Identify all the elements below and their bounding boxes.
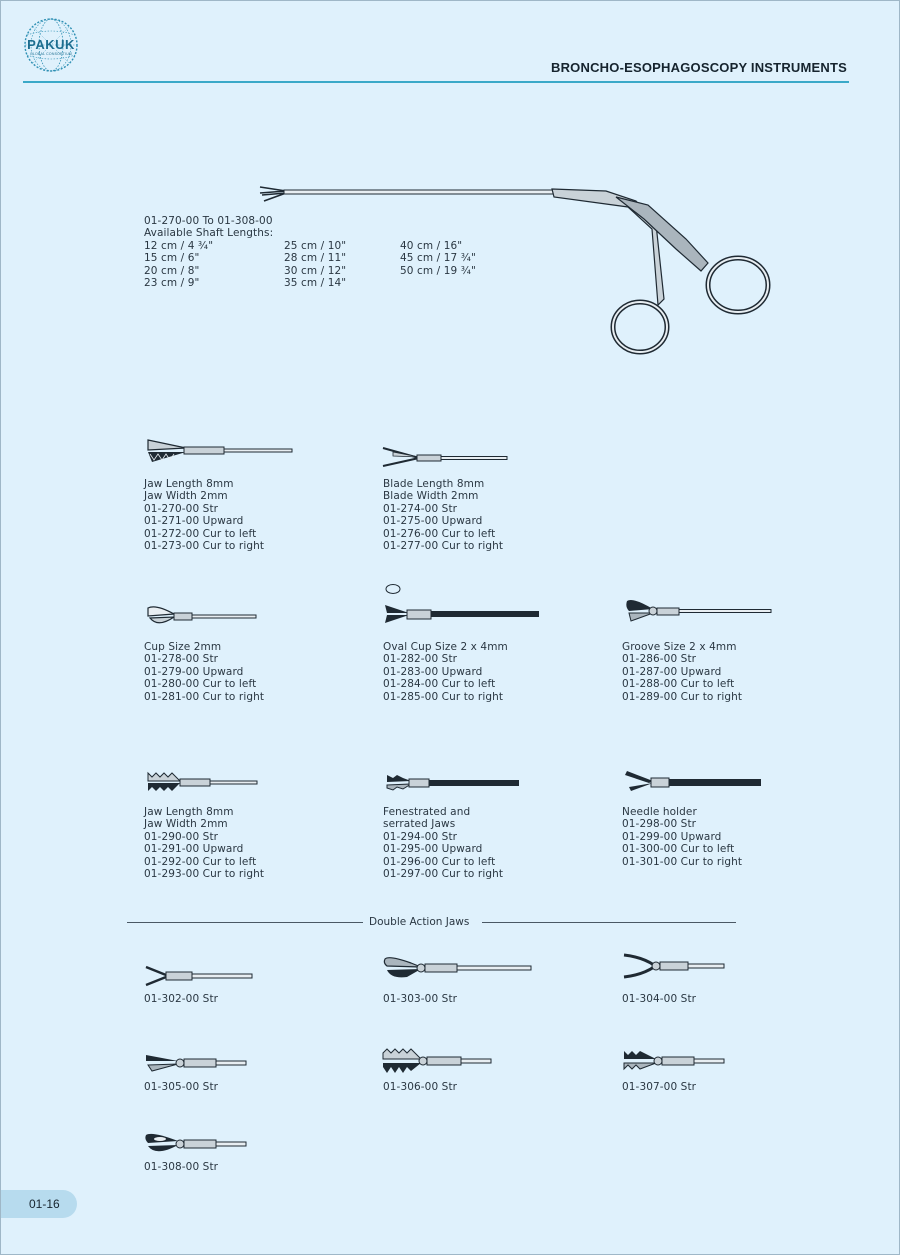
product-spec-block	[622, 641, 742, 703]
double-action-scissors-illustration	[144, 963, 254, 989]
spec-line: 01-284-00 Cur to left	[383, 678, 496, 691]
spec-line: 01-289-00 Cur to right	[622, 690, 743, 703]
shaft-lengths-col-2	[284, 240, 346, 290]
spec-line: 01-299-00 Upward	[622, 830, 722, 843]
shaft-length: 15 cm / 6"	[144, 252, 200, 265]
brand-logo	[23, 17, 79, 73]
shaft-lengths-col-3	[400, 240, 476, 277]
spec-line: 01-300-00 Cur to left	[622, 843, 735, 856]
product-spec-block	[383, 641, 508, 703]
spec-line: Cup Size 2mm	[144, 641, 222, 653]
product-spec-block	[383, 806, 503, 880]
spec-line: serrated Jaws	[383, 818, 456, 831]
product-code: 01-303-00 Str	[383, 993, 458, 1005]
double-action-toothed-forceps-illustration	[381, 1047, 493, 1077]
spec-line: Groove Size 2 x 4mm	[622, 641, 737, 653]
oval-outline-icon	[384, 583, 402, 595]
spec-line: 01-278-00 Str	[144, 653, 219, 666]
spec-line: 01-291-00 Upward	[144, 843, 244, 856]
fenestrated-jaw-forceps-tip-illustration	[383, 771, 521, 795]
spec-line: 01-277-00 Cur to right	[383, 539, 504, 552]
spec-line: 01-290-00 Str	[144, 830, 219, 843]
spec-line: 01-293-00 Cur to right	[144, 867, 265, 880]
page-title: BRONCHO-ESOPHAGOSCOPY INSTRUMENTS	[551, 60, 847, 75]
section-divider-right	[482, 922, 736, 923]
spec-line: 01-292-00 Cur to left	[144, 855, 257, 868]
product-code: 01-305-00 Str	[144, 1081, 219, 1093]
brand-name: PAKUK	[27, 37, 75, 52]
serrated-jaw-forceps-tip-illustration	[144, 769, 259, 795]
brand-tagline: GLOBAL CONSORTIUM	[29, 52, 73, 56]
product-code: 01-304-00 Str	[622, 993, 697, 1005]
spec-line: Jaw Length 8mm	[144, 806, 234, 818]
spec-line: 01-297-00 Cur to right	[383, 867, 504, 880]
product-code: 01-307-00 Str	[622, 1081, 697, 1093]
shaft-length: 45 cm / 17 ¾"	[400, 252, 476, 265]
shaft-lengths-title: Available Shaft Lengths:	[144, 227, 274, 239]
shaft-length: 28 cm / 11"	[284, 252, 347, 265]
cup-forceps-tip-illustration	[144, 604, 259, 628]
spec-line: 01-282-00 Str	[383, 653, 458, 666]
header-divider	[23, 81, 849, 83]
spec-line: 01-301-00 Cur to right	[622, 855, 743, 868]
main-range: 01-270-00 To 01-308-00	[144, 215, 273, 227]
product-code: 01-308-00 Str	[144, 1161, 219, 1173]
spec-line: 01-280-00 Cur to left	[144, 678, 257, 691]
double-action-alligator-forceps-illustration	[144, 1051, 248, 1075]
spec-line: Jaw Length 8mm	[144, 478, 234, 490]
spec-line: Oval Cup Size 2 x 4mm	[383, 641, 508, 653]
double-action-cup-forceps-illustration	[381, 953, 533, 983]
shaft-length: 25 cm / 10"	[284, 240, 347, 252]
spec-line: 01-296-00 Cur to left	[383, 855, 496, 868]
spec-line: 01-272-00 Cur to left	[144, 527, 257, 540]
product-code: 01-306-00 Str	[383, 1081, 458, 1093]
product-spec-block	[144, 641, 264, 703]
shaft-length: 40 cm / 16"	[400, 240, 463, 252]
spec-line: Jaw Width 2mm	[144, 818, 228, 831]
scissors-tip-illustration	[379, 444, 509, 470]
jaw-forceps-tip-illustration	[144, 436, 294, 466]
product-spec-block	[144, 478, 264, 552]
spec-line: 01-279-00 Upward	[144, 665, 244, 678]
shaft-length: 50 cm / 19 ¾"	[400, 264, 476, 277]
spec-line: 01-288-00 Cur to left	[622, 678, 735, 691]
spec-line: 01-298-00 Str	[622, 818, 697, 831]
spec-line: Needle holder	[622, 806, 697, 818]
needle-holder-tip-illustration	[623, 769, 763, 797]
spec-line: 01-273-00 Cur to right	[144, 539, 265, 552]
double-action-grasping-forceps-illustration	[622, 951, 726, 981]
spec-line: Fenestrated and	[383, 806, 471, 818]
product-spec-block	[622, 806, 742, 868]
spec-line: 01-274-00 Str	[383, 502, 458, 515]
spec-line: 01-286-00 Str	[622, 653, 697, 666]
spec-line: 01-275-00 Upward	[383, 515, 483, 528]
spec-line: Blade Width 2mm	[383, 490, 479, 503]
spec-line: 01-281-00 Cur to right	[144, 690, 265, 703]
spec-line: 01-270-00 Str	[144, 502, 219, 515]
spec-line: 01-287-00 Upward	[622, 665, 722, 678]
oval-cup-forceps-tip-illustration	[381, 601, 541, 627]
double-action-serrated-forceps-illustration	[622, 1047, 726, 1075]
shaft-length: 30 cm / 12"	[284, 264, 347, 277]
spec-line: 01-294-00 Str	[383, 830, 458, 843]
spec-line: 01-271-00 Upward	[144, 515, 244, 528]
spec-line: 01-276-00 Cur to left	[383, 527, 496, 540]
spec-line: Jaw Width 2mm	[144, 490, 228, 503]
groove-forceps-tip-illustration	[623, 597, 773, 625]
shaft-length: 12 cm / 4 ¾"	[144, 240, 214, 252]
product-spec-block	[383, 478, 503, 552]
shaft-length: 23 cm / 9"	[144, 277, 200, 290]
spec-line: 01-295-00 Upward	[383, 843, 483, 856]
spec-line: 01-283-00 Upward	[383, 665, 483, 678]
shaft-length: 35 cm / 14"	[284, 277, 347, 290]
spec-line: Blade Length 8mm	[383, 478, 485, 490]
section-divider-left	[127, 922, 363, 923]
section-label-double-action: Double Action Jaws	[369, 916, 470, 928]
spec-line: 01-285-00 Cur to right	[383, 690, 504, 703]
product-spec-block	[144, 806, 264, 880]
double-action-fenestrated-cup-forceps-illustration	[144, 1129, 248, 1159]
product-code: 01-302-00 Str	[144, 993, 219, 1005]
shaft-lengths-col-1	[144, 240, 213, 290]
shaft-length: 20 cm / 8"	[144, 264, 200, 277]
page-number: 01-16	[29, 1197, 60, 1211]
